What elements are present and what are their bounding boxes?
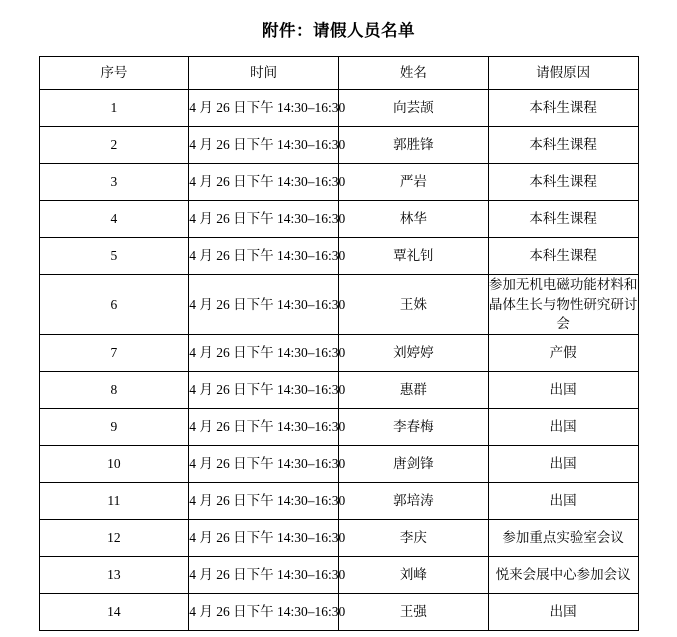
cell-time: 4 月 26 日下午 14:30–16:30 xyxy=(189,201,339,238)
leave-list-table xyxy=(39,56,639,631)
page-title: 附件：请假人员名单 xyxy=(262,21,415,40)
cell-name: 唐剑锋 xyxy=(339,445,489,482)
cell-reason: 本科生课程 xyxy=(488,238,638,275)
cell-name: 覃礼钊 xyxy=(339,238,489,275)
cell-name: 李春梅 xyxy=(339,408,489,445)
cell-seq: 14 xyxy=(39,593,189,630)
table-row xyxy=(39,90,638,127)
column-header-seq: 序号 xyxy=(39,57,189,90)
cell-reason: 参加无机电磁功能材料和晶体生长与物性研究研讨会 xyxy=(488,275,638,335)
cell-time: 4 月 26 日下午 14:30–16:30 xyxy=(189,519,339,556)
cell-time: 4 月 26 日下午 14:30–16:30 xyxy=(189,556,339,593)
cell-seq: 12 xyxy=(39,519,189,556)
column-header-reason: 请假原因 xyxy=(488,57,638,90)
cell-time: 4 月 26 日下午 14:30–16:30 xyxy=(189,593,339,630)
cell-seq: 3 xyxy=(39,164,189,201)
cell-seq: 2 xyxy=(39,127,189,164)
cell-seq: 7 xyxy=(39,334,189,371)
cell-seq: 10 xyxy=(39,445,189,482)
cell-seq: 5 xyxy=(39,238,189,275)
cell-name: 郭胜锋 xyxy=(339,127,489,164)
cell-reason: 参加重点实验室会议 xyxy=(488,519,638,556)
cell-time: 4 月 26 日下午 14:30–16:30 xyxy=(189,334,339,371)
cell-name: 林华 xyxy=(339,201,489,238)
cell-time: 4 月 26 日下午 14:30–16:30 xyxy=(189,445,339,482)
cell-name: 刘婷婷 xyxy=(339,334,489,371)
cell-reason: 悦来会展中心参加会议 xyxy=(488,556,638,593)
table-row xyxy=(39,556,638,593)
cell-reason: 出国 xyxy=(488,445,638,482)
cell-name: 向芸颉 xyxy=(339,90,489,127)
cell-time: 4 月 26 日下午 14:30–16:30 xyxy=(189,90,339,127)
cell-name: 严岩 xyxy=(339,164,489,201)
table-header-row xyxy=(39,57,638,90)
cell-reason: 出国 xyxy=(488,482,638,519)
table-row xyxy=(39,445,638,482)
cell-time: 4 月 26 日下午 14:30–16:30 xyxy=(189,127,339,164)
table-row xyxy=(39,482,638,519)
table-row xyxy=(39,593,638,630)
cell-time: 4 月 26 日下午 14:30–16:30 xyxy=(189,275,339,335)
cell-time: 4 月 26 日下午 14:30–16:30 xyxy=(189,482,339,519)
table-row xyxy=(39,371,638,408)
cell-name: 惠群 xyxy=(339,371,489,408)
leave-list-table-container xyxy=(39,56,639,631)
cell-time: 4 月 26 日下午 14:30–16:30 xyxy=(189,238,339,275)
cell-name: 李庆 xyxy=(339,519,489,556)
cell-seq: 4 xyxy=(39,201,189,238)
cell-seq: 13 xyxy=(39,556,189,593)
cell-seq: 1 xyxy=(39,90,189,127)
cell-reason: 本科生课程 xyxy=(488,127,638,164)
cell-reason: 本科生课程 xyxy=(488,164,638,201)
cell-time: 4 月 26 日下午 14:30–16:30 xyxy=(189,371,339,408)
cell-reason: 出国 xyxy=(488,593,638,630)
column-header-name: 姓名 xyxy=(339,57,489,90)
cell-seq: 8 xyxy=(39,371,189,408)
cell-name: 王强 xyxy=(339,593,489,630)
table-row xyxy=(39,201,638,238)
table-body xyxy=(39,90,638,631)
table-row xyxy=(39,275,638,335)
cell-name: 刘峰 xyxy=(339,556,489,593)
cell-time: 4 月 26 日下午 14:30–16:30 xyxy=(189,164,339,201)
document-page xyxy=(0,17,677,637)
table-row xyxy=(39,408,638,445)
cell-name: 王姝 xyxy=(339,275,489,335)
table-row xyxy=(39,238,638,275)
cell-seq: 11 xyxy=(39,482,189,519)
table-row xyxy=(39,127,638,164)
cell-reason: 本科生课程 xyxy=(488,90,638,127)
table-row xyxy=(39,519,638,556)
table-header xyxy=(39,57,638,90)
cell-time: 4 月 26 日下午 14:30–16:30 xyxy=(189,408,339,445)
table-row xyxy=(39,164,638,201)
column-header-time: 时间 xyxy=(189,57,339,90)
cell-reason: 出国 xyxy=(488,371,638,408)
cell-seq: 6 xyxy=(39,275,189,335)
table-row xyxy=(39,334,638,371)
cell-name: 郭培涛 xyxy=(339,482,489,519)
cell-reason: 出国 xyxy=(488,408,638,445)
cell-reason: 本科生课程 xyxy=(488,201,638,238)
cell-seq: 9 xyxy=(39,408,189,445)
cell-reason: 产假 xyxy=(488,334,638,371)
